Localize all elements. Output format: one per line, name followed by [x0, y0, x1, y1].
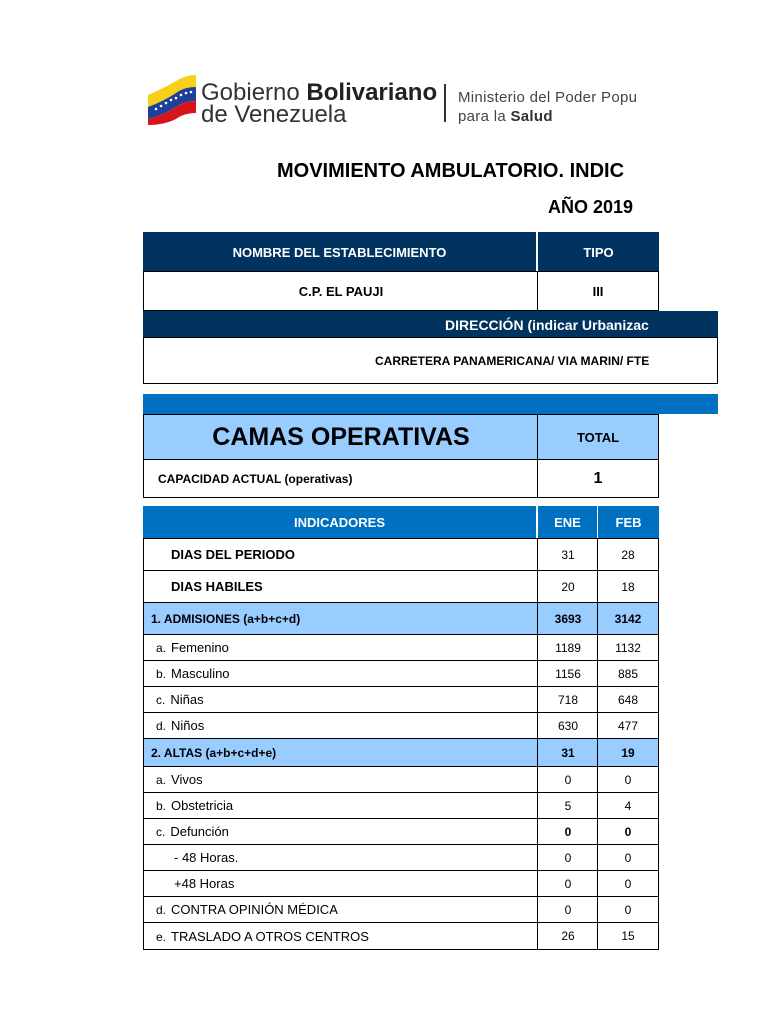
value-feb: 3142	[597, 602, 659, 635]
indicator-name: Vivos	[171, 772, 203, 787]
gobierno-logo-text: Gobierno Bolivariano de Venezuela	[201, 79, 438, 128]
value-ene: 1189	[537, 634, 598, 661]
document-year: AÑO 2019	[548, 197, 634, 217]
value-feb: 18	[597, 570, 659, 603]
indicator-prefix: c.	[156, 693, 166, 707]
indicator-label-text	[151, 746, 276, 760]
indicator-name: Femenino	[171, 640, 229, 655]
nombre-establecimiento: C.P. EL PAUJI	[143, 271, 538, 311]
document-title: MOVIMIENTO AMBULATORIO. INDIC	[277, 160, 625, 182]
capacidad-label: CAPACIDAD ACTUAL (operativas)	[143, 459, 538, 498]
indicator-label	[143, 538, 538, 571]
total-header: TOTAL	[537, 414, 659, 460]
indicator-prefix: b.	[156, 799, 167, 813]
camas-title: CAMAS OPERATIVAS	[143, 414, 538, 460]
value-ene: 31	[537, 738, 598, 767]
section-divider-bar	[143, 394, 718, 414]
value-feb: 4	[597, 792, 659, 819]
indicator-name: +48 Horas	[174, 876, 235, 891]
value-ene: 31	[537, 538, 598, 571]
indicator-label	[143, 686, 538, 713]
indicator-label-text	[156, 718, 204, 733]
indicator-name: TRASLADO A OTROS CENTROS	[171, 928, 369, 944]
indicator-label-text	[156, 666, 230, 681]
value-feb: 19	[597, 738, 659, 767]
value-feb: 648	[597, 686, 659, 713]
value-feb: 0	[597, 844, 659, 871]
indicator-label-text	[171, 579, 263, 594]
indicator-label-text	[156, 902, 338, 917]
indicator-name: Niños	[171, 718, 205, 733]
indicator-name: CONTRA OPINIÓN MÉDICA	[171, 902, 338, 917]
indicator-prefix: b.	[156, 667, 167, 681]
indicator-name: Defunción	[170, 824, 229, 839]
indicator-name: DIAS DEL PERIODO	[171, 547, 296, 562]
indicator-prefix: a.	[156, 641, 167, 655]
indicator-name: Masculino	[171, 666, 230, 681]
indicator-label-text	[171, 547, 295, 562]
indicator-label-text	[156, 640, 229, 655]
indicator-name: 1. ADMISIONES (a+b+c+d)	[151, 611, 301, 626]
indicator-label-text	[151, 612, 300, 626]
month-header-feb: FEB	[597, 506, 659, 538]
indicator-label	[143, 766, 538, 793]
value-feb: 1132	[597, 634, 659, 661]
value-ene: 3693	[537, 602, 598, 635]
indicator-label	[143, 792, 538, 819]
indicator-label	[143, 602, 538, 635]
indicator-name: 2. ALTAS (a+b+c+d+e)	[151, 745, 277, 760]
indicator-label	[143, 922, 538, 950]
value-feb: 885	[597, 660, 659, 687]
indicator-label-text	[174, 850, 238, 865]
indicator-name: Obstetricia	[171, 798, 234, 813]
tipo-establecimiento: III	[537, 271, 659, 311]
indicator-label-text	[156, 692, 204, 707]
indicator-label	[143, 844, 538, 871]
col-header-tipo: TIPO	[537, 232, 659, 272]
value-ene: 0	[537, 870, 598, 897]
direccion-value: CARRETERA PANAMERICANA/ VIA MARIN/ FTE	[143, 337, 718, 384]
venezuela-flag-logo-icon	[146, 73, 198, 125]
indicator-label	[143, 570, 538, 603]
value-feb: 0	[597, 766, 659, 793]
indicator-name: DIAS HABILES	[171, 579, 263, 594]
indicator-name: - 48 Horas.	[174, 850, 239, 865]
indicator-label	[143, 712, 538, 739]
value-ene: 5	[537, 792, 598, 819]
month-header-ene: ENE	[537, 506, 597, 538]
value-feb: 477	[597, 712, 659, 739]
indicator-label-text	[156, 824, 229, 839]
indicator-label	[143, 870, 538, 897]
value-feb: 0	[597, 870, 659, 897]
indicator-prefix: d.	[156, 903, 167, 917]
indicadores-header: INDICADORES	[143, 506, 536, 538]
value-ene: 26	[537, 922, 598, 950]
ministerio-logo-text: Ministerio del Poder Popu para la Salud	[458, 89, 638, 125]
value-ene: 20	[537, 570, 598, 603]
indicator-label-text	[156, 798, 233, 813]
indicator-label-text	[156, 929, 369, 944]
indicator-label	[143, 634, 538, 661]
value-feb: 28	[597, 538, 659, 571]
indicator-prefix: e.	[156, 929, 167, 944]
capacidad-value: 1	[537, 459, 659, 498]
value-feb: 15	[597, 922, 659, 950]
value-ene: 0	[537, 818, 598, 845]
value-ene: 0	[537, 766, 598, 793]
logo-separator	[444, 84, 446, 122]
direccion-header: DIRECCIÓN (indicar Urbanizac	[143, 311, 718, 338]
indicator-name: Niñas	[170, 692, 204, 707]
value-feb: 0	[597, 818, 659, 845]
indicator-prefix: d.	[156, 719, 167, 733]
col-header-nombre: NOMBRE DEL ESTABLECIMIENTO	[143, 232, 536, 272]
indicator-prefix: c.	[156, 825, 166, 839]
indicator-prefix: a.	[156, 773, 167, 787]
indicator-label	[143, 896, 538, 923]
value-ene: 1156	[537, 660, 598, 687]
value-feb: 0	[597, 896, 659, 923]
indicator-label	[143, 738, 538, 767]
value-ene: 0	[537, 844, 598, 871]
indicator-label	[143, 818, 538, 845]
indicator-label-text	[174, 876, 234, 891]
value-ene: 630	[537, 712, 598, 739]
value-ene: 718	[537, 686, 598, 713]
value-ene: 0	[537, 896, 598, 923]
indicator-label	[143, 660, 538, 687]
indicator-label-text	[156, 772, 203, 787]
